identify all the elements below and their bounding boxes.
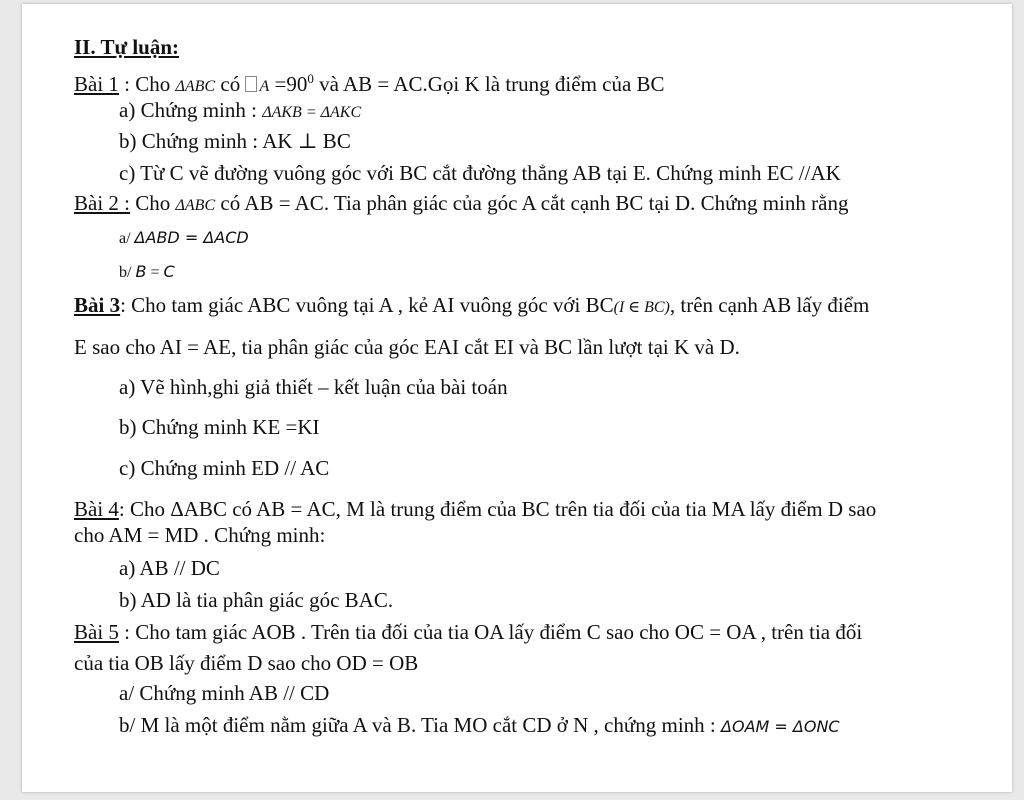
- text: : Cho tam giác ABC vuông tại A , kẻ AI vuông góc với BC: [120, 293, 614, 317]
- problem-4-part-b: b) AD là tia phân giác góc BAC.: [119, 588, 394, 612]
- problem-3-part-b: b) Chứng minh KE =KI: [119, 415, 320, 439]
- text: a) Chứng minh :: [119, 98, 263, 122]
- text: có AB = AC. Tia phân giác của góc A cắt cạnh BC tại D. Chứng minh rằng: [215, 191, 849, 215]
- degree-sup: 0: [307, 71, 314, 86]
- problem-3-part-c: c) Chứng minh ED // AC: [119, 456, 330, 480]
- text: Cho: [130, 191, 176, 215]
- problem-5-part-a: a/ Chứng minh AB // CD: [119, 681, 330, 705]
- problem-1-part-b: b) Chứng minh : AK ⊥ BC: [119, 129, 351, 153]
- problem-1-part-c: c) Từ C vẽ đường vuông góc với BC cắt đường thẳng AB tại E. Chứng minh EC //AK: [119, 161, 841, 185]
- triangle-abc: ΔABC: [175, 197, 216, 214]
- text: b/: [119, 264, 136, 281]
- problem-1-label: Bài 1: [74, 72, 119, 96]
- section-heading: II. Tự luận:: [74, 35, 180, 59]
- problem-1-part-a: [119, 97, 361, 126]
- text: , trên cạnh AB lấy điểm: [669, 293, 870, 317]
- problem-3-statement-2: E sao cho AI = AE, tia phân giác của góc EAI cắt EI và BC lần lượt tại K và D.: [74, 335, 740, 359]
- problem-2-statement: [74, 190, 848, 219]
- triangle-abc: ΔABC: [175, 78, 216, 95]
- angle-b: B: [135, 262, 147, 281]
- text: b/ M là một điểm nằm giữa A và B. Tia MO cắt CD ở N , chứng minh :: [119, 713, 722, 737]
- text: : Cho: [118, 72, 176, 96]
- problem-5-label: Bài 5: [74, 620, 119, 644]
- math: ΔABD = ΔACD: [134, 228, 249, 247]
- problem-4-statement-1: [74, 496, 876, 522]
- problem-4-statement-2: cho AM = MD . Chứng minh:: [74, 523, 326, 547]
- text: và AB = AC.Gọi K là trung điểm của BC: [313, 72, 665, 96]
- problem-2-part-a: [119, 223, 249, 252]
- problem-5-part-b: [119, 712, 840, 740]
- text: a/: [119, 230, 135, 247]
- math: ΔOAM = ΔONC: [721, 717, 840, 736]
- problem-5-statement-1: [74, 619, 862, 645]
- angle-a: A: [259, 78, 270, 95]
- text: : Cho ΔABC có AB = AC, M là trung điểm của BC trên tia đối của tia MA lấy điểm D sao: [118, 497, 877, 521]
- problem-4-part-a: a) AB // DC: [119, 556, 220, 580]
- problem-3-statement-1: [74, 292, 869, 321]
- text: =: [146, 264, 164, 281]
- missing-glyph-icon: [245, 76, 257, 92]
- math: ΔAKB = ΔAKC: [262, 104, 362, 121]
- text: : Cho tam giác AOB . Trên tia đối của tia OA lấy điểm C sao cho OC = OA , trên tia đối: [118, 620, 863, 644]
- problem-2-part-b: [119, 257, 175, 286]
- angle-c: C: [163, 262, 175, 281]
- problem-5-statement-2: của tia OB lấy điểm D sao cho OD = OB: [74, 651, 419, 675]
- math: (I ∈ BC): [613, 299, 670, 316]
- problem-4-label: Bài 4: [74, 497, 119, 521]
- problem-3-part-a: a) Vẽ hình,ghi giả thiết – kết luận của bài toán: [119, 375, 508, 399]
- problem-1-statement: [74, 66, 665, 100]
- problem-3-label: Bài 3: [74, 293, 121, 317]
- problem-2-label: Bài 2 :: [74, 191, 130, 215]
- text: =90: [269, 72, 308, 96]
- document-page: [22, 4, 1012, 792]
- text: có: [215, 72, 246, 96]
